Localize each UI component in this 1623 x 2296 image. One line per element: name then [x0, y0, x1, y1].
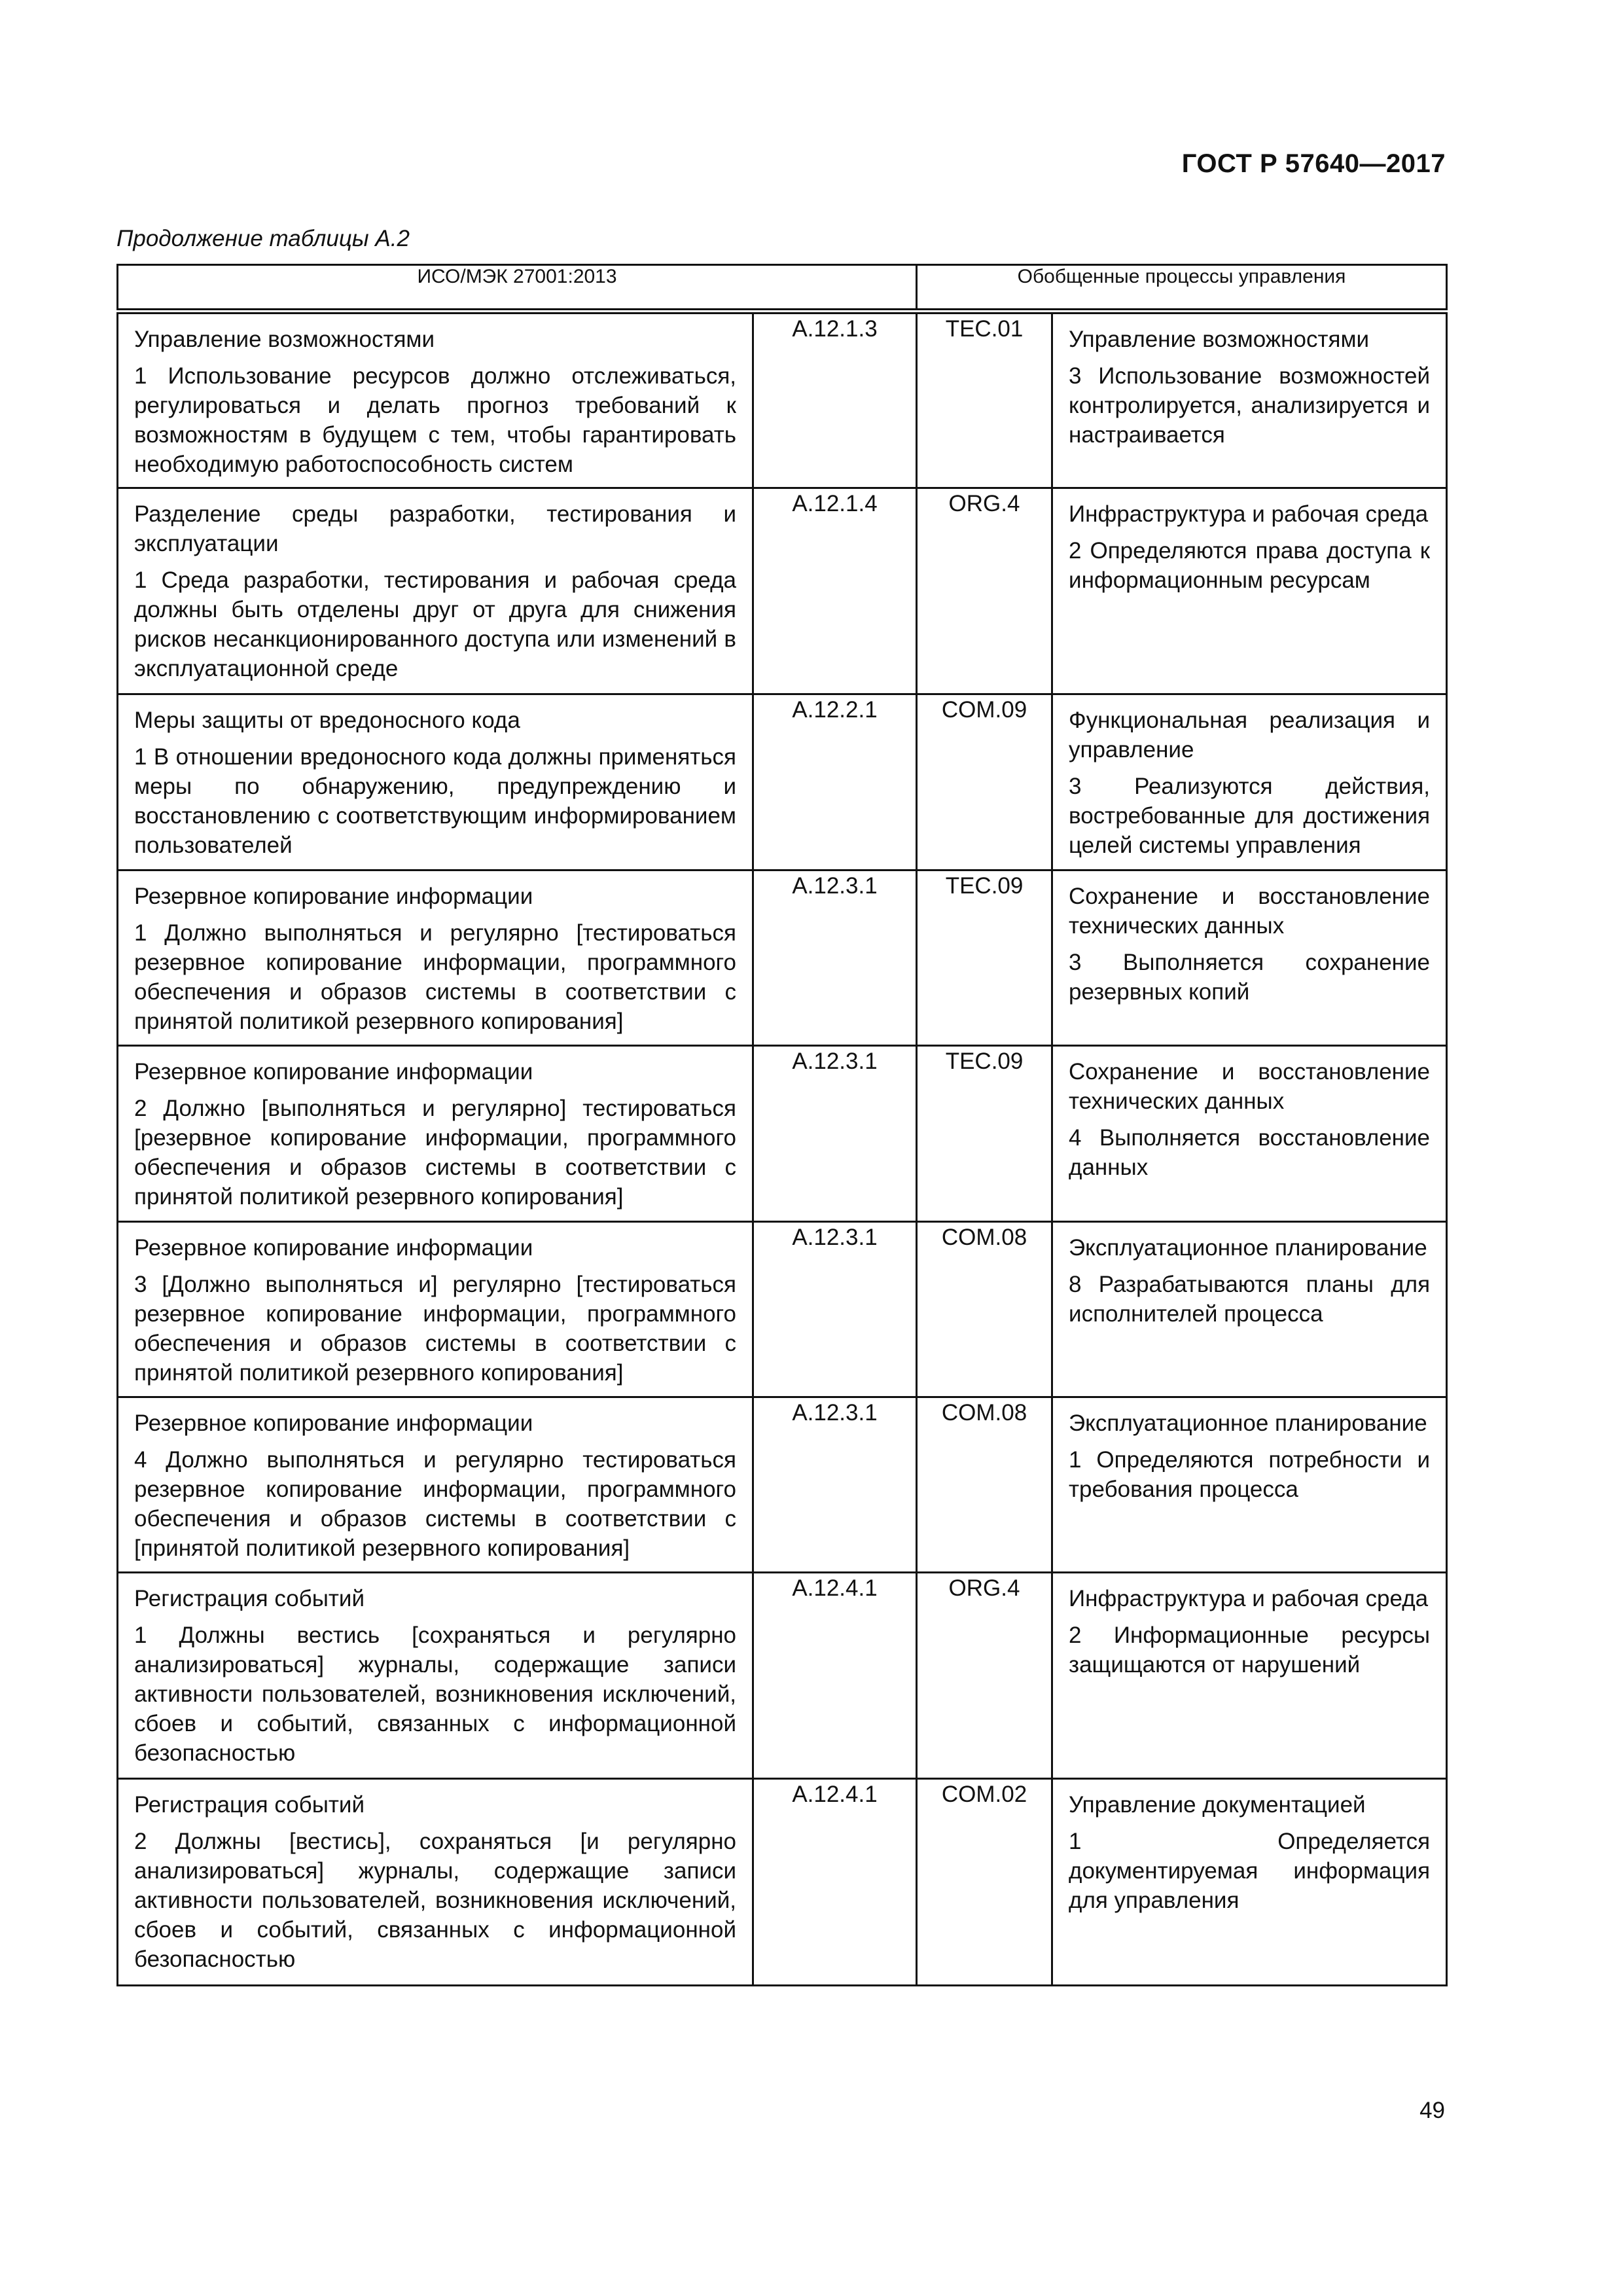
iso-requirement-text: 1 В отношении вредоносного кода должны применяться меры по обнаружению, предупреждению и восстановлению с соответствующим информированием пользователей [134, 744, 736, 858]
iso-requirement-title: Резервное копирование информации [134, 884, 533, 909]
process-cell [1052, 1046, 1447, 1222]
process-cell [1052, 488, 1447, 694]
iso-requirement-text: 3 [Должно выполняться и] регулярно [тестироваться резервное копирование информации, программного обеспечения и образов системы в соответствии с принятой политикой резервного копирования] [134, 1272, 736, 1386]
document-code: ГОСТ Р 57640—2017 [1181, 149, 1446, 178]
process-title: Функциональная реализация и управление [1069, 708, 1431, 762]
process-outcome-text: 8 Разрабатываются планы для исполнителей процесса [1069, 1272, 1431, 1327]
iso-requirement-title: Управление возможностями [134, 327, 435, 352]
iso-requirement-cell [118, 1222, 753, 1397]
process-title: Эксплуатационное планирование [1069, 1235, 1427, 1261]
iso-requirement-title: Резервное копирование информации [134, 1059, 533, 1085]
table-row [118, 1222, 1447, 1397]
table-row [118, 312, 1447, 488]
process-code: ORG.4 [917, 1573, 1052, 1779]
process-code: COM.09 [917, 694, 1052, 870]
table-header-row [118, 265, 1447, 312]
iso-requirement-text: 1 Должны вестись [сохраняться и регулярно анализироваться] журналы, содержащие записи активности пользователей, возникновения исключений, сбоев и событий, связанных с информационной безопасностью [134, 1623, 736, 1766]
iso-requirement-cell [118, 1046, 753, 1222]
process-title: Инфраструктура и рабочая среда [1069, 1586, 1429, 1611]
process-outcome-text: 4 Выполняется восстановление данных [1069, 1125, 1431, 1180]
iso-requirement-cell [118, 694, 753, 870]
process-code: TEC.09 [917, 1046, 1052, 1222]
process-outcome-text: 1 Определяется документируемая информация для управления [1069, 1829, 1431, 1913]
iso-requirement-title: Регистрация событий [134, 1586, 365, 1611]
table-row [118, 1779, 1447, 1986]
process-cell [1052, 1779, 1447, 1986]
iso-clause-ref: А.12.1.4 [753, 488, 917, 694]
iso-requirement-cell [118, 488, 753, 694]
table-row [118, 1046, 1447, 1222]
iso-clause-ref: А.12.4.1 [753, 1779, 917, 1986]
process-title: Инфраструктура и рабочая среда [1069, 501, 1429, 527]
iso-requirement-cell [118, 1397, 753, 1573]
process-code: TEC.09 [917, 870, 1052, 1046]
iso-clause-ref: А.12.3.1 [753, 1397, 917, 1573]
iso-requirement-cell [118, 1779, 753, 1986]
iso-requirement-title: Разделение среды разработки, тестирования и эксплуатации [134, 501, 736, 556]
iso-clause-ref: А.12.4.1 [753, 1573, 917, 1779]
iso-clause-ref: А.12.3.1 [753, 870, 917, 1046]
iso-requirement-title: Резервное копирование информации [134, 1235, 533, 1261]
process-cell [1052, 1573, 1447, 1779]
process-title: Сохранение и восстановление технических данных [1069, 884, 1431, 939]
iso-clause-ref: А.12.2.1 [753, 694, 917, 870]
iso-requirement-text: 4 Должно выполняться и регулярно тестироваться резервное копирование информации, программного обеспечения и образов системы в соответствии с [принятой политикой резервного копирования] [134, 1447, 736, 1561]
process-title: Управление документацией [1069, 1792, 1366, 1818]
process-code: COM.02 [917, 1779, 1052, 1986]
process-outcome-text: 3 Использование возможностей контролируется, анализируется и настраивается [1069, 363, 1431, 448]
column-header-processes: Обобщенные процессы управления [917, 265, 1447, 312]
table-row [118, 1573, 1447, 1779]
mapping-table [116, 264, 1448, 1986]
iso-clause-ref: А.12.3.1 [753, 1046, 917, 1222]
iso-requirement-cell [118, 870, 753, 1046]
process-title: Управление возможностями [1069, 327, 1370, 352]
table-row [118, 488, 1447, 694]
process-cell [1052, 870, 1447, 1046]
process-outcome-text: 2 Информационные ресурсы защищаются от нарушений [1069, 1623, 1431, 1677]
process-cell [1052, 1397, 1447, 1573]
iso-requirement-text: 1 Должно выполняться и регулярно [тестироваться резервное копирование информации, программного обеспечения и образов системы в соответствии с принятой политикой резервного копирования] [134, 920, 736, 1034]
process-outcome-text: 2 Определяются права доступа к информационным ресурсам [1069, 538, 1431, 593]
iso-requirement-title: Меры защиты от вредоносного кода [134, 708, 520, 733]
iso-requirement-text: 1 Использование ресурсов должно отслеживаться, регулироваться и делать прогноз требований к возможностям в будущем с тем, чтобы гарантировать необходимую работоспособность систем [134, 363, 736, 477]
iso-requirement-title: Регистрация событий [134, 1792, 365, 1818]
table-row [118, 694, 1447, 870]
iso-requirement-text: 2 Должно [выполняться и регулярно] тестироваться [резервное копирование информации, программного обеспечения и образов системы в соответствии с принятой политикой резервного копирования] [134, 1096, 736, 1210]
process-code: COM.08 [917, 1222, 1052, 1397]
process-code: TEC.01 [917, 312, 1052, 488]
iso-requirement-cell [118, 312, 753, 488]
process-title: Сохранение и восстановление технических данных [1069, 1059, 1431, 1114]
iso-clause-ref: А.12.3.1 [753, 1222, 917, 1397]
process-code: ORG.4 [917, 488, 1052, 694]
iso-requirement-title: Резервное копирование информации [134, 1410, 533, 1436]
iso-requirement-cell [118, 1573, 753, 1779]
iso-clause-ref: А.12.1.3 [753, 312, 917, 488]
iso-requirement-text: 1 Среда разработки, тестирования и рабочая среда должны быть отделены друг от друга для снижения рисков несанкционированного доступа или изменений в эксплуатационной среде [134, 567, 736, 681]
process-title: Эксплуатационное планирование [1069, 1410, 1427, 1436]
iso-requirement-text: 2 Должны [вестись], сохраняться [и регулярно анализироваться] журналы, содержащие записи активности пользователей, возникновения исключений, сбоев и событий, связанных с информационной безопасностью [134, 1829, 736, 1972]
table-caption: Продолжение таблицы А.2 [116, 226, 410, 251]
process-cell [1052, 1222, 1447, 1397]
process-outcome-text: 3 Выполняется сохранение резервных копий [1069, 950, 1431, 1005]
page-number: 49 [1419, 2098, 1445, 2123]
process-cell [1052, 312, 1447, 488]
process-outcome-text: 1 Определяются потребности и требования процесса [1069, 1447, 1431, 1502]
table-row [118, 1397, 1447, 1573]
process-outcome-text: 3 Реализуются действия, востребованные для достижения целей системы управления [1069, 774, 1431, 858]
table-row [118, 870, 1447, 1046]
column-header-iso: ИСО/МЭК 27001:2013 [118, 265, 917, 312]
process-cell [1052, 694, 1447, 870]
process-code: COM.08 [917, 1397, 1052, 1573]
